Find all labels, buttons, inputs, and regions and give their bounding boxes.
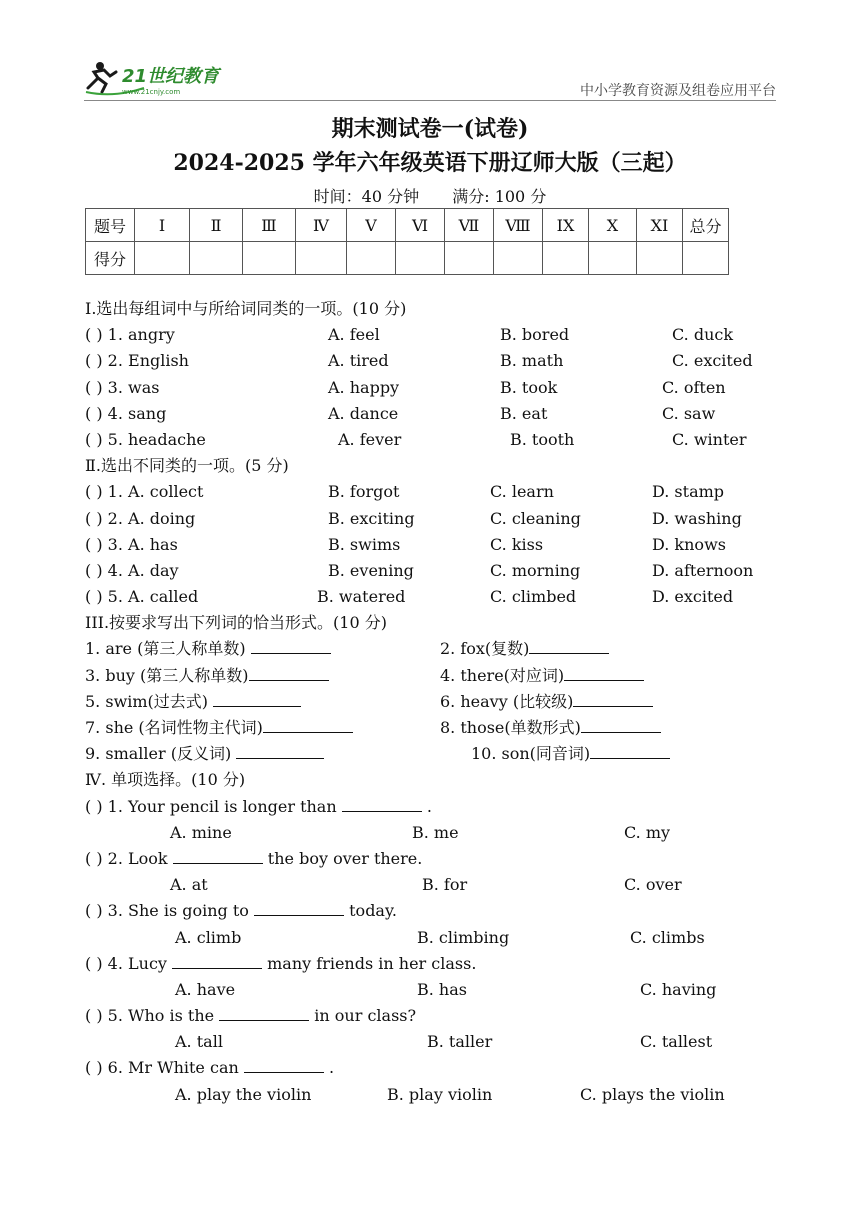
option-b: B. play violin [387, 1084, 493, 1104]
answer-blank[interactable] [219, 1004, 309, 1021]
score-cell[interactable] [190, 242, 243, 275]
fill-prompt: 1. are (第三人称单数) [85, 639, 246, 659]
answer-blank[interactable] [249, 664, 329, 681]
option-c: C. winter [672, 429, 747, 449]
score-cell[interactable] [494, 242, 543, 275]
option-b: B. math [500, 351, 564, 371]
score-cell[interactable] [445, 242, 494, 275]
score-cell[interactable] [296, 242, 347, 275]
question-stem: ( ) 5. A. called [85, 587, 199, 607]
fill-row [85, 715, 785, 741]
score-cell[interactable] [637, 242, 683, 275]
question-stem: ( ) 1. A. collect [85, 482, 204, 502]
question-row [85, 322, 785, 348]
answer-blank[interactable] [342, 795, 422, 812]
score-col: X [589, 209, 637, 242]
question-stem-end: . [426, 796, 432, 816]
option-a: A. have [175, 979, 236, 999]
score-table-header-row [86, 209, 729, 242]
question-stem: ( ) 5. headache [85, 429, 206, 449]
score-col: Ⅵ [396, 209, 445, 242]
fill-prompt: 10. son(同音词) [471, 744, 591, 764]
fill-row [85, 741, 785, 767]
question-row [85, 794, 785, 820]
fill-row [85, 689, 785, 715]
option-c: C. tallest [640, 1032, 713, 1052]
option-a: A. feel [328, 325, 380, 345]
option-b: B. bored [500, 325, 570, 345]
question-stem: ( ) 3. A. has [85, 534, 178, 554]
score-table-score-row [86, 242, 729, 275]
option-d: D. washing [652, 508, 742, 528]
score-cell[interactable] [396, 242, 445, 275]
options-row [85, 872, 785, 898]
option-a: A. happy [328, 377, 400, 397]
score-cell[interactable] [347, 242, 396, 275]
options-row [85, 1029, 785, 1055]
fill-prompt: 7. she (名词性物主代词) [85, 718, 263, 737]
option-b: B. has [417, 979, 467, 999]
question-row [85, 558, 785, 584]
section-2-title: Ⅱ.选出不同类的一项。(5 分) [85, 456, 289, 476]
question-stem: ( ) 6. Mr White can [85, 1058, 239, 1078]
option-c: C. kiss [490, 534, 544, 554]
option-c: C. my [624, 822, 671, 842]
option-d: D. stamp [652, 482, 725, 502]
fill-prompt: 2. fox(复数) [440, 639, 530, 659]
score-col: Ⅳ [296, 209, 347, 242]
options-row [85, 1082, 785, 1108]
fill-prompt: 8. those(单数形式) [440, 718, 581, 737]
option-c: C. learn [490, 482, 554, 502]
exam-content [85, 296, 785, 1108]
fill-prompt: 9. smaller (反义词) [85, 744, 232, 764]
score-cell[interactable] [543, 242, 589, 275]
question-row [85, 584, 785, 610]
options-row [85, 820, 785, 846]
fill-prompt: 6. heavy (比较级) [440, 691, 574, 711]
answer-blank[interactable] [263, 716, 353, 733]
option-b: B. swims [328, 534, 401, 554]
score-col: Ⅶ [445, 209, 494, 242]
question-row [85, 898, 785, 924]
header-divider [84, 100, 776, 101]
logo-text: 21世纪教育 [122, 66, 220, 87]
answer-blank[interactable] [172, 952, 262, 969]
option-c: C. over [624, 875, 682, 895]
fill-prompt-right [440, 715, 661, 741]
score-col: I [135, 209, 190, 242]
question-stem-end: the boy over there. [267, 848, 423, 868]
question-stem-end: . [328, 1058, 335, 1078]
option-d: D. afternoon [652, 560, 754, 580]
question-stem-end: today. [349, 901, 397, 921]
option-c: C. having [640, 979, 717, 999]
option-b: B. evening [328, 560, 414, 580]
option-c: C. morning [490, 560, 581, 580]
question-stem-end: in our class? [314, 1006, 417, 1026]
question-row [85, 951, 785, 977]
score-col: XI [637, 209, 683, 242]
score-table [85, 208, 729, 275]
fill-prompt: 3. buy (第三人称单数) [85, 665, 249, 685]
option-a: A. tall [175, 1032, 223, 1052]
score-cell[interactable] [589, 242, 637, 275]
option-c: C. excited [672, 351, 753, 371]
score-cell[interactable] [683, 242, 729, 275]
question-row [85, 348, 785, 374]
question-stem-end: many friends in her class. [267, 953, 477, 973]
question-stem: ( ) 4. sang [85, 403, 167, 423]
option-b: B. exciting [328, 508, 415, 528]
score-col: Ⅴ [347, 209, 396, 242]
option-b: B. for [422, 875, 468, 895]
question-row [85, 479, 785, 505]
option-c: C. saw [662, 403, 716, 423]
options-row [85, 977, 785, 1003]
answer-blank[interactable] [236, 742, 324, 759]
question-stem: ( ) 2. A. doing [85, 508, 196, 528]
option-a: A. play the violin [175, 1084, 312, 1104]
question-stem: ( ) 5. Who is the [85, 1006, 215, 1026]
question-stem: ( ) 3. was [85, 377, 160, 397]
exam-time: 时间：40 分钟 [313, 187, 420, 206]
score-cell[interactable] [243, 242, 296, 275]
option-a: A. fever [338, 429, 402, 449]
option-b: B. tooth [510, 429, 575, 449]
question-stem: ( ) 1. angry [85, 325, 175, 345]
answer-blank[interactable] [251, 637, 331, 654]
option-a: A. climb [175, 927, 242, 947]
option-a: A. tired [328, 351, 389, 371]
option-a: A. mine [170, 822, 232, 842]
question-stem: ( ) 4. Lucy [85, 953, 167, 973]
section-4-title: Ⅳ. 单项选择。(10 分) [85, 770, 246, 790]
option-a: A. dance [328, 403, 399, 423]
page-header [0, 0, 860, 110]
score-row-label: 得分 [86, 242, 135, 275]
fill-prompt-right [440, 663, 644, 689]
option-c: C. climbed [490, 587, 577, 607]
answer-blank[interactable] [581, 716, 661, 733]
question-row [85, 506, 785, 532]
question-stem: ( ) 2. Look [85, 848, 168, 868]
platform-name: 中小学教育资源及组卷应用平台 [580, 83, 776, 99]
section-3-title: III.按要求写出下列词的恰当形式。(10 分) [85, 613, 387, 633]
exam-title: 期末测试卷一(试卷) [331, 116, 529, 142]
question-row [85, 401, 785, 427]
option-c: C. duck [672, 325, 734, 345]
answer-blank[interactable] [244, 1056, 324, 1073]
exam-subtitle: 2024-2025 学年六年级英语下册辽师大版（三起） [173, 150, 687, 176]
option-b: B. climbing [417, 927, 510, 947]
fill-prompt-right [440, 689, 653, 715]
answer-blank[interactable] [213, 690, 301, 707]
exam-meta [0, 184, 860, 207]
score-cell[interactable] [135, 242, 190, 275]
question-stem: ( ) 3. She is going to [85, 901, 249, 921]
option-b: B. me [412, 822, 459, 842]
fill-prompt: 5. swim(过去式) [85, 691, 209, 711]
option-a: A. at [170, 875, 208, 895]
option-b: B. took [500, 377, 558, 397]
option-d: D. knows [652, 534, 726, 554]
fill-prompt: 4. there(对应词) [440, 665, 565, 685]
fill-prompt-right [440, 636, 609, 662]
options-row [85, 925, 785, 951]
site-logo [84, 58, 244, 98]
score-col: IX [543, 209, 589, 242]
option-b: B. taller [427, 1032, 493, 1052]
answer-blank[interactable] [590, 742, 670, 759]
exam-full-score: 满分: 100 分 [452, 187, 547, 206]
fill-row [85, 636, 785, 662]
option-b: B. forgot [328, 482, 400, 502]
question-row [85, 846, 785, 872]
answer-blank[interactable] [564, 664, 644, 681]
option-c: C. plays the violin [580, 1084, 725, 1104]
question-row [85, 427, 785, 453]
question-stem: ( ) 2. English [85, 351, 189, 371]
answer-blank[interactable] [529, 637, 609, 654]
option-d: D. excited [652, 587, 734, 607]
option-b: B. eat [500, 403, 548, 423]
question-row [85, 1003, 785, 1029]
answer-blank[interactable] [573, 690, 653, 707]
score-total-header: 总分 [683, 209, 729, 242]
score-header-label: 题号 [86, 209, 135, 242]
answer-blank[interactable] [173, 847, 263, 864]
option-c: C. climbs [630, 927, 705, 947]
question-row [85, 1055, 785, 1081]
logo-sub: www.21cnjy.com [122, 88, 181, 96]
runner-logo-icon [84, 58, 244, 98]
question-row [85, 375, 785, 401]
question-row [85, 532, 785, 558]
score-col: Ⅲ [243, 209, 296, 242]
question-stem: ( ) 4. A. day [85, 560, 179, 580]
fill-prompt-right [471, 741, 670, 767]
answer-blank[interactable] [254, 899, 344, 916]
score-col: Ⅷ [494, 209, 543, 242]
option-c: C. often [662, 377, 726, 397]
score-col: Ⅱ [190, 209, 243, 242]
fill-row [85, 663, 785, 689]
section-1-title: Ⅰ.选出每组词中与所给词同类的一项。(10 分) [85, 299, 407, 318]
question-stem: ( ) 1. Your pencil is longer than [85, 796, 337, 816]
option-c: C. cleaning [490, 508, 581, 528]
option-b: B. watered [317, 587, 406, 607]
